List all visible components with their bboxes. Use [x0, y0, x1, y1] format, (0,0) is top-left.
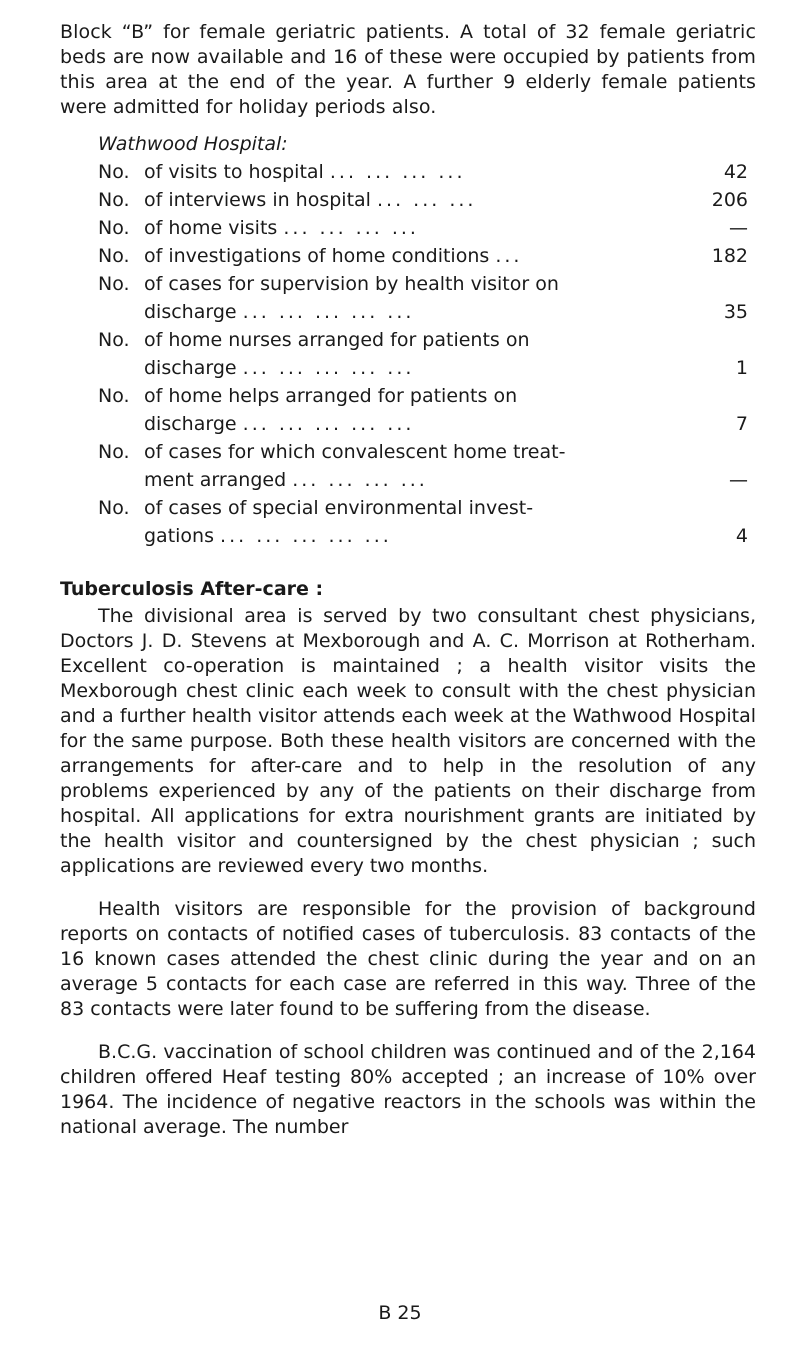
stat-label-continuation [144, 298, 692, 326]
stat-label-text-2: discharge [144, 301, 237, 323]
page-number: B 25 [378, 1302, 422, 1324]
stat-label-text-2: gations [144, 525, 214, 547]
stat-label-continuation [144, 410, 692, 438]
stat-prefix: No. [98, 385, 130, 407]
stat-row-visits [98, 158, 748, 186]
stat-value: 35 [723, 301, 748, 323]
stat-label-text: of home helps arranged for patients on [144, 385, 518, 407]
stat-label-text: of cases of special environmental invest- [144, 497, 534, 519]
stat-row-supervision [98, 270, 748, 326]
stat-label-text-2: ment arranged [144, 469, 287, 491]
leader-dots: ... ... ... ... ... [220, 525, 392, 547]
tb-paragraph-1: The divisional area is served by two consultant chest physicians, Doctors J. D. Stevens at Mexborough and A. C. Morrison at Rotherham. Excellent co-operation is maintained ; a health visitor visits the Mexborough chest clinic each week to consult with the chest physician and a further health visitor attends each week at the Wathwood Hospital for the same purpose. Both these health visitors are concerned with the arrangements for after-care and to help in the resolution of any problems experienced by any of the patients on their discharge from hospital. All applications for extra nourishment grants are initiated by the health visitor and countersigned by the chest physician ; such applications are reviewed every two months. [60, 605, 756, 877]
stat-prefix: No. [98, 497, 130, 519]
stat-value: — [729, 217, 748, 239]
leader-dots: ... ... ... ... [329, 161, 466, 183]
stat-label [144, 438, 692, 494]
tb-aftercare-heading: Tuberculosis After-care : [60, 578, 324, 600]
stat-label-text-2: discharge [144, 413, 237, 435]
stat-label-text: of interviews in hospital [144, 189, 371, 211]
leader-dots: ... ... ... ... [292, 469, 428, 491]
stat-row-environmental [98, 494, 748, 550]
stat-value: — [729, 469, 748, 491]
stat-row-investigations [98, 242, 748, 270]
stat-label [144, 214, 692, 242]
stat-value: 182 [711, 245, 748, 267]
leader-dots: ... [495, 245, 523, 267]
stat-label [144, 494, 692, 550]
stat-prefix: No. [98, 245, 130, 267]
stat-label-continuation [144, 354, 692, 382]
stat-label-continuation [144, 522, 692, 550]
stat-value: 206 [711, 189, 748, 211]
stat-row-home-helps [98, 382, 748, 438]
stat-row-interviews [98, 186, 748, 214]
stat-prefix: No. [98, 329, 130, 351]
stat-label-text: of cases for supervision by health visitor on [144, 273, 559, 295]
leader-dots: ... ... ... ... [283, 217, 419, 239]
tb-paragraph-3: B.C.G. vaccination of school children was continued and of the 2,164 children offered Heaf testing 80% accepted ; an increase of 10% over 1964. The incidence of negative reactors in the schools was within the national average. The number [60, 1041, 756, 1138]
leader-dots: ... ... ... ... ... [242, 357, 415, 379]
intro-paragraph: Block “B” for female geriatric patients. A total of 32 female geriatric beds are now available and 16 of these were occupied by patients from this area at the end of the year. A further 9 elderly female patients were admitted for holiday periods also. [60, 21, 756, 118]
stat-row-home-visits [98, 214, 748, 242]
stat-prefix: No. [98, 189, 130, 211]
stat-label [144, 382, 692, 438]
stat-label-text: of cases for which convalescent home treat- [144, 441, 566, 463]
stat-label [144, 186, 692, 214]
stat-value: 1 [735, 357, 748, 379]
stat-label [144, 242, 692, 270]
stat-label-text: of home visits [144, 217, 278, 239]
stat-label [144, 158, 692, 186]
stat-row-convalescent [98, 438, 748, 494]
stat-label-continuation [144, 466, 692, 494]
stat-label-text: of investigations of home conditions [144, 245, 490, 267]
leader-dots: ... ... ... ... ... [242, 301, 415, 323]
stat-prefix: No. [98, 161, 130, 183]
tb-paragraph-2: Health visitors are responsible for the provision of background reports on contacts of notified cases of tuberculosis. 83 contacts of the 16 known cases attended the chest clinic during the year and on an average 5 contacts for each case are referred in this way. Three of the 83 contacts were later found to be suffering from the disease. [60, 898, 756, 1020]
stat-value: 7 [735, 413, 748, 435]
stat-label-text: of visits to hospital [144, 161, 324, 183]
document-page [60, 20, 756, 1140]
stat-label [144, 326, 692, 382]
stat-label-text-2: discharge [144, 357, 237, 379]
stat-label-text: of home nurses arranged for patients on [144, 329, 530, 351]
leader-dots: ... ... ... ... ... [242, 413, 415, 435]
wathwood-heading: Wathwood Hospital: [98, 133, 288, 155]
leader-dots: ... ... ... [377, 189, 477, 211]
stat-label [144, 270, 692, 326]
stat-prefix: No. [98, 273, 130, 295]
stat-value: 4 [735, 525, 748, 547]
wathwood-stats-table [98, 158, 748, 550]
stat-prefix: No. [98, 441, 130, 463]
stat-row-home-nurses [98, 326, 748, 382]
stat-value: 42 [723, 161, 748, 183]
stat-prefix: No. [98, 217, 130, 239]
